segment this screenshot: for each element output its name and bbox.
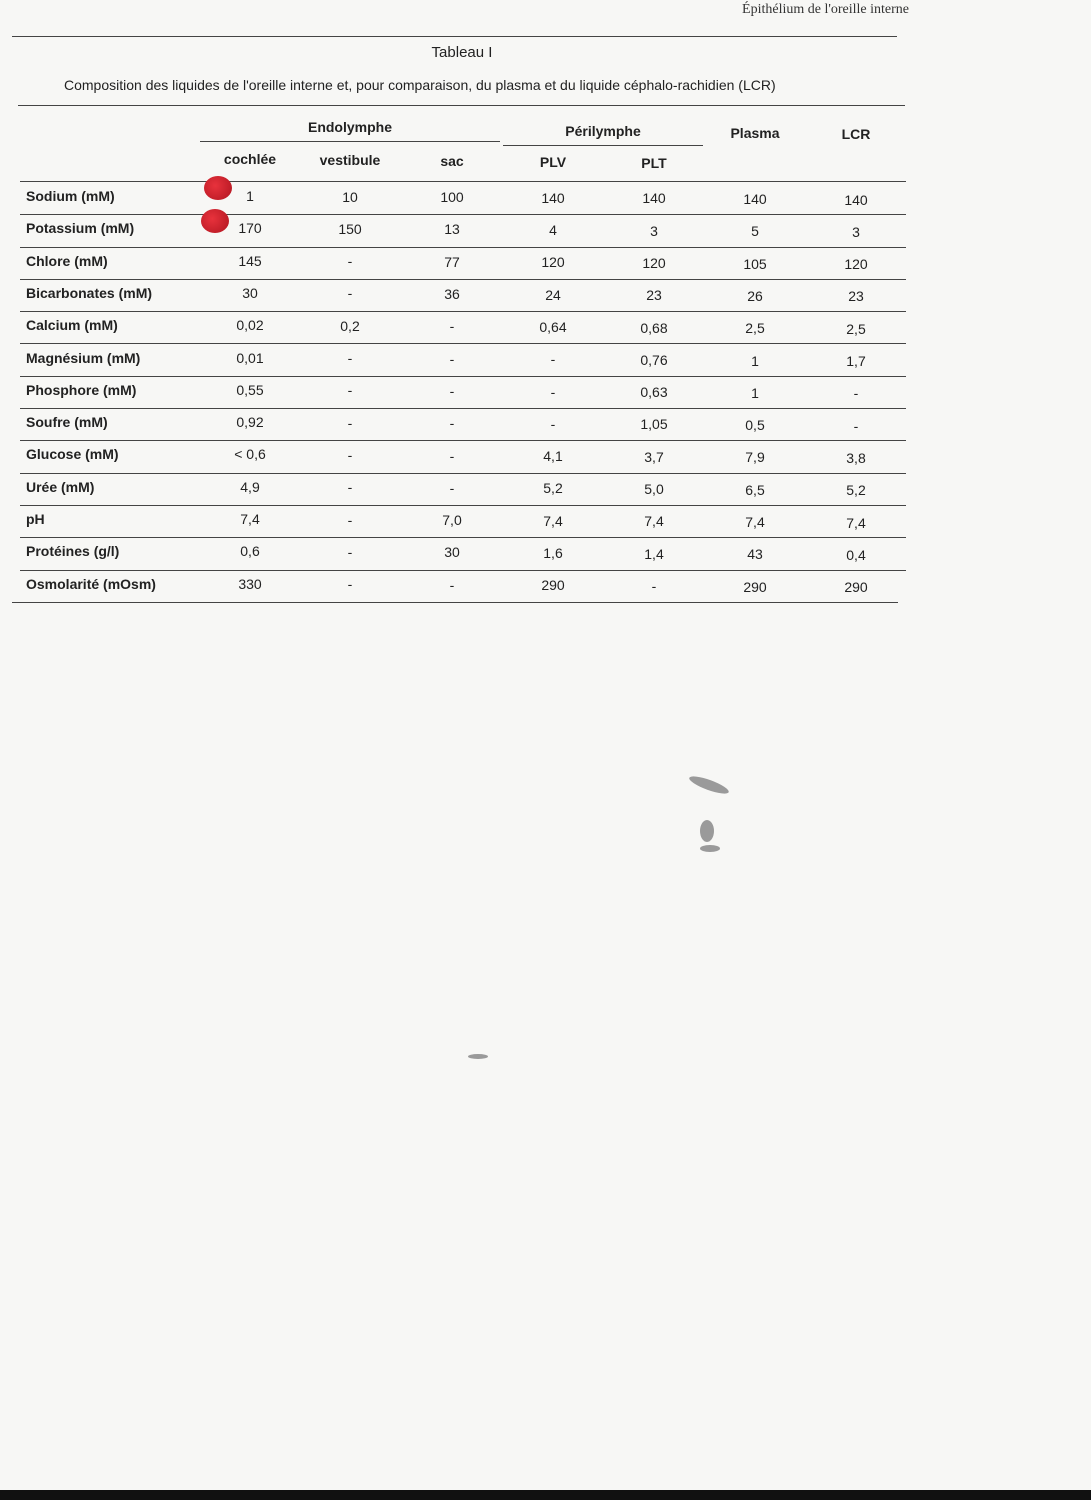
table-cell: 6,5 [745, 481, 765, 498]
table-cell: 2,5 [846, 320, 866, 337]
table-cell: 120 [844, 256, 868, 273]
table-cell: 30 [444, 544, 460, 561]
table-cell: 5 [751, 223, 759, 240]
table-cell: - [853, 385, 859, 402]
row-label: Osmolarité (mOsm) [26, 575, 156, 592]
table-cell: 7,4 [846, 514, 866, 531]
table-row [0, 505, 1091, 537]
table-cell: 5,2 [543, 480, 563, 497]
table-cell: 7,9 [745, 449, 765, 466]
table-cell: 330 [238, 575, 262, 592]
table-row [0, 408, 1091, 440]
table-cell: - [347, 446, 353, 463]
table-cell: < 0,6 [234, 446, 266, 463]
table-cell: 1,6 [543, 545, 563, 562]
red-marker-dot [204, 176, 232, 200]
table-cell: 0,68 [640, 319, 668, 336]
table-cell: 290 [743, 578, 767, 595]
table-cell: - [550, 383, 556, 400]
table-cell: 13 [444, 221, 460, 238]
table-cell: 0,64 [539, 318, 567, 335]
red-marker-dot [201, 209, 229, 233]
table-cell: 0,02 [236, 317, 264, 334]
table-cell: - [347, 479, 353, 496]
table-cell: 140 [541, 189, 565, 206]
row-label: Potassium (mM) [26, 220, 135, 237]
table-cell: 5,2 [846, 482, 866, 499]
table-cell: 3 [650, 222, 658, 239]
table-cell: - [449, 318, 455, 335]
table-row [0, 279, 1091, 311]
table-row [0, 247, 1091, 279]
table-cell: 3 [852, 223, 860, 240]
table-cell: 7,4 [745, 514, 765, 530]
table-row [0, 311, 1091, 343]
table-cell: - [347, 414, 353, 431]
scan-speck [688, 773, 731, 797]
table-cell: 24 [545, 286, 561, 303]
table-row [0, 214, 1091, 246]
running-head: Épithélium de l'oreille interne [742, 2, 909, 17]
scan-speck [700, 845, 720, 852]
table-cell: - [449, 415, 455, 432]
table-cell: 4,1 [543, 448, 563, 465]
row-label: Glucose (mM) [26, 446, 119, 463]
table-cell: 140 [642, 190, 666, 207]
table-row [0, 344, 1091, 376]
row-label: Phosphore (mM) [26, 381, 137, 398]
table-row [0, 440, 1091, 472]
table-cell: 4 [549, 222, 557, 239]
table-cell: 0,6 [240, 543, 260, 560]
top-rule [12, 36, 897, 37]
subheader-vestibule: vestibule [319, 152, 381, 168]
table-row [0, 182, 1091, 214]
table-row [0, 537, 1091, 569]
table-cell: 290 [844, 579, 868, 596]
table-cell: 1,7 [846, 353, 866, 370]
table-cell: 1 [751, 352, 759, 369]
table-cell: 23 [646, 287, 662, 304]
header-endolymphe: Endolymphe [307, 119, 392, 135]
table-cell: 5,0 [644, 481, 664, 498]
row-label: Urée (mM) [26, 478, 95, 495]
table-cell: 0,55 [236, 381, 264, 398]
table-cell: - [347, 350, 353, 367]
table-cell: 36 [444, 286, 460, 303]
table-cell: 1,05 [640, 416, 668, 433]
table-cell: 3,8 [846, 449, 866, 466]
table-cell: 0,2 [340, 317, 360, 334]
table-caption: Composition des liquides de l'oreille interne et, pour comparaison, du plasma et du liquide céphalo-rachidien (LCR) [64, 77, 776, 93]
row-label: Calcium (mM) [26, 317, 118, 334]
header-plasma: Plasma [730, 125, 780, 141]
table-cell: - [347, 543, 353, 560]
endolymphe-rule [200, 141, 500, 142]
table-cell: 120 [642, 254, 666, 271]
table-cell: 3,7 [644, 448, 664, 465]
table-cell: - [853, 417, 859, 434]
table-cell: - [651, 577, 657, 594]
subheader-plt: PLT [641, 155, 667, 171]
table-cell: 170 [238, 220, 262, 237]
table-title: Tableau I [431, 44, 493, 61]
table-cell: 7,4 [543, 512, 563, 529]
table-cell: 1 [751, 384, 759, 401]
table-cell: - [449, 350, 455, 367]
scan-speck [700, 820, 714, 842]
header-lcr: LCR [841, 126, 871, 142]
table-cell: 7,0 [442, 512, 462, 529]
table-cell: 43 [747, 546, 763, 563]
row-label: Sodium (mM) [26, 188, 115, 204]
table-cell: 77 [444, 253, 460, 270]
table-cell: 1 [246, 188, 254, 204]
table-cell: 0,5 [745, 417, 765, 434]
row-label: Magnésium (mM) [26, 349, 141, 366]
subheader-cochlee: cochlée [223, 151, 277, 167]
table-row [0, 473, 1091, 505]
table-cell: 0,01 [236, 349, 264, 366]
scan-speck [468, 1054, 488, 1059]
perilymphe-rule [503, 145, 703, 146]
table-cell: - [550, 351, 556, 368]
row-label: Soufre (mM) [26, 414, 108, 431]
row-rule [12, 602, 898, 603]
table-cell: 140 [844, 191, 868, 208]
table-cell: - [347, 285, 353, 302]
table-cell: - [449, 447, 455, 464]
table-cell: - [347, 253, 353, 270]
row-label: Protéines (g/l) [26, 543, 120, 560]
table-cell: 23 [848, 288, 864, 305]
table-cell: 4,9 [240, 478, 260, 495]
table-cell: 30 [242, 284, 258, 301]
table-cell: 26 [747, 287, 763, 304]
table-cell: 7,4 [240, 511, 260, 527]
table-cell: - [449, 576, 455, 593]
caption-rule [18, 105, 905, 106]
table-cell: - [449, 479, 455, 496]
table-cell: 0,92 [236, 414, 264, 431]
table-cell: 2,5 [745, 320, 765, 337]
table-cell: 290 [541, 577, 565, 594]
table-row [0, 570, 1091, 602]
subheader-plv: PLV [539, 154, 567, 170]
header-perilymphe: Périlymphe [565, 123, 641, 139]
table-cell: 150 [338, 220, 362, 237]
row-label: Bicarbonates (mM) [26, 284, 153, 301]
table-cell: - [347, 511, 353, 528]
table-cell: 0,4 [846, 546, 866, 563]
scan-edge-bar [0, 1490, 1091, 1500]
table-cell: - [550, 415, 556, 432]
table-row [0, 376, 1091, 408]
table-cell: 105 [743, 255, 767, 272]
table-cell: 120 [541, 254, 565, 271]
table-cell: 0,63 [640, 384, 668, 401]
row-label: Chlore (mM) [26, 252, 108, 269]
row-label: pH [26, 511, 45, 527]
table-cell: 140 [743, 191, 767, 207]
table-cell: 100 [440, 189, 464, 206]
subheader-sac: sac [440, 153, 464, 169]
table-cell: - [449, 382, 455, 399]
table-cell: 10 [342, 188, 358, 205]
table-cell: 1,4 [644, 545, 664, 562]
table-cell: - [347, 576, 353, 593]
table-cell: 7,4 [644, 513, 664, 530]
table-cell: 145 [238, 252, 262, 269]
table-cell: 0,76 [640, 351, 668, 368]
table-cell: - [347, 382, 353, 399]
